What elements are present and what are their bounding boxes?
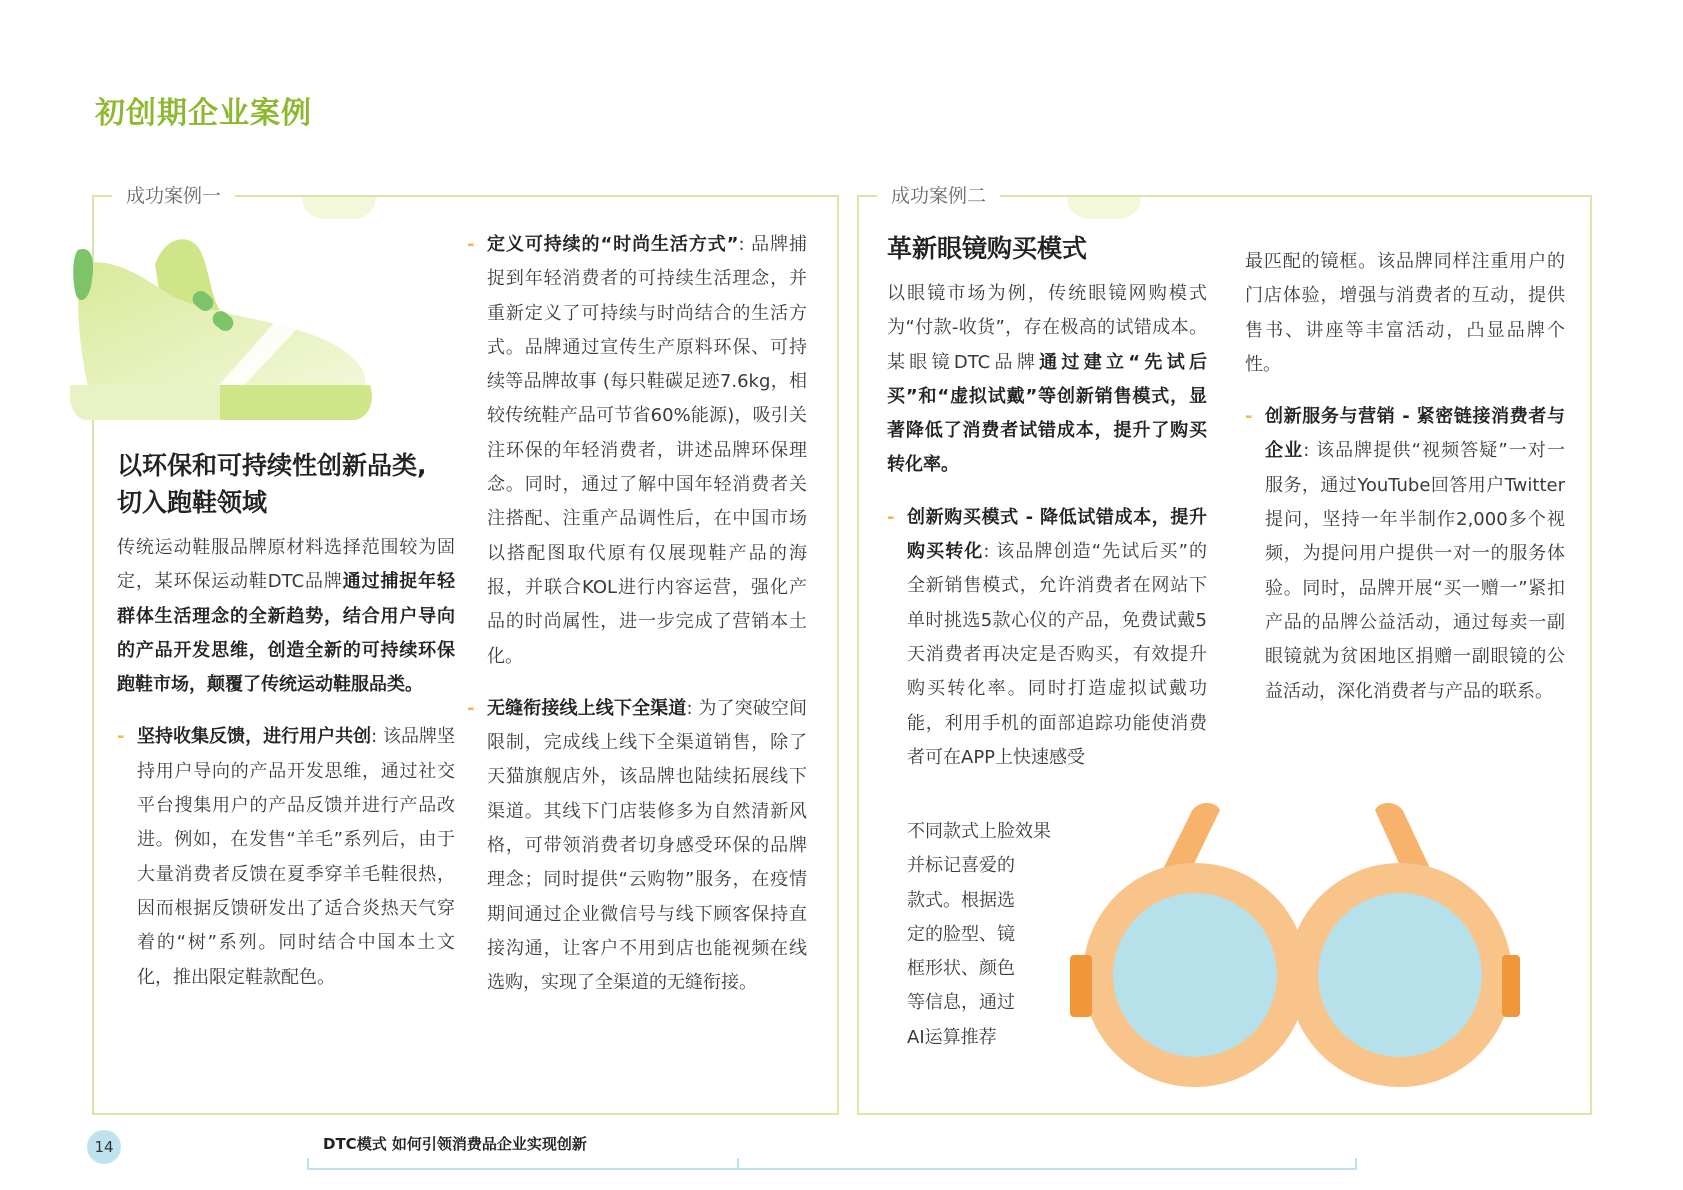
case2-label: 成功案例二 — [877, 185, 1000, 207]
case1-bullet-2 — [467, 228, 807, 674]
case1-bullet-3-title: 无缝衔接线上线下全渠道 — [487, 697, 687, 719]
glasses-left-lens — [1113, 893, 1277, 1057]
case2-wrap-line-6: 等信息，通过 — [907, 992, 1015, 1014]
case2-wrap-line-3: 款式。根据选 — [907, 889, 1015, 911]
case1-intro — [117, 531, 455, 702]
case2-bullet-1 — [887, 501, 1207, 775]
case1-bullet-2-text: : 品牌捕捉到年轻消费者的可持续生活理念，并重新定义了可持续与时尚结合的生活方式。品牌通过宣传生产原料环保、可持续等品牌故事 (每只鞋碳足迹7.6kg，相较传统鞋产品可节省60%能源)，吸引关注环保的年轻消费者，讲述品牌环保理念。同时，通过了解中国年轻消费者关注搭配、注重产品调性后，在中国市场以搭配图取代原有仅展现鞋产品的海报，并联合KOL进行内容运营，强化产品的时尚属性，进一步完成了营销本土化。 — [487, 234, 807, 667]
case2-wrap-line-1: 不同款式上脸效果 — [907, 821, 1051, 842]
case1-bullet-3-text: : 为了突破空间限制，完成线上线下全渠道销售，除了天猫旗舰店外，该品牌也陆续拓展线下渠道。其线下门店装修多为自然清新风格，可带领消费者切身感受环保的品牌理念；同时提供“云购物”服务，在疫情期间通过企业微信号与线下顾客保持直接沟通，让客户不用到店也能视频在线选购，实现了全渠道的无缝衔接。 — [487, 697, 808, 994]
case1-bullet-1 — [117, 720, 455, 994]
case1-bullet-3 — [467, 692, 807, 1001]
footer-rule-tick — [737, 1158, 739, 1170]
case2-bullet-1-continued — [907, 815, 1057, 1055]
case1-column-2 — [467, 228, 807, 1001]
case2-bullet-2 — [1245, 400, 1565, 709]
case2-bullet-2-text: : 该品牌提供“视频答疑”一对一服务，通过YouTube回答用户Twitter提问，坚持一年半制作2,000多个视频，为提问用户提供一对一的服务体验。同时，品牌开展“买一赠一”紧扣产品的品牌公益活动，通过每卖一副眼镜就为贫困地区捐赠一副眼镜的公益活动，深化消费者与产品的联系。 — [1265, 440, 1566, 702]
case2-intro-plain: 以眼镜市场为例，传统眼镜网购模式为“付款-收货”，存在极高的试错成本。某眼镜DTC品牌 — [887, 283, 1207, 373]
case1-intro-plain: 传统运动鞋服品牌原材料选择范围较为固定，某环保运动鞋DTC品牌 — [117, 537, 455, 593]
case2-wrap-line-4: 定的脸型、镜 — [907, 923, 1015, 945]
footer-rule — [307, 1158, 1357, 1170]
case2-wrap-line-5: 框形状、颜色 — [907, 958, 1015, 980]
case2-column-1 — [887, 230, 1207, 775]
sneaker-sole-front — [220, 385, 372, 420]
case2-intro — [887, 277, 1207, 483]
case1-heading-line1: 以环保和可持续性创新品类, — [117, 451, 427, 480]
case2-column-2 — [1245, 245, 1565, 709]
case2-bullet-1-title: 创新购买模式 - 降低试错成本，提升购买转化 — [907, 506, 1207, 563]
page-number-badge: 14 — [87, 1130, 121, 1164]
case2-bullet-1-text: : 该品牌创造“先试后买”的全新销售模式，允许消费者在网站下单时挑选5款心仪的产品，免费试戴5天消费者再决定是否购买，有效提升购买转化率。同时打造虚拟试戴功能，利用手机的面部追踪功能使消费者可在APP上快速感受 — [907, 541, 1207, 768]
case1-heading — [117, 447, 455, 521]
case1-label: 成功案例一 — [112, 185, 235, 207]
glasses-right-lens — [1318, 893, 1482, 1057]
case1-bullet-1-title: 坚持收集反馈，进行用户共创 — [137, 726, 372, 748]
case1-decor-half-circle — [302, 197, 376, 219]
case2-wrap-line-7: AI运算推荐 — [907, 1026, 997, 1048]
case2-heading: 革新眼镜购买模式 — [887, 234, 1088, 263]
case2-intro-bold: 通过建立“先试后买”和“虚拟试戴”等创新销售模式，显著降低了消费者试错成本，提升了购买转化率。 — [887, 351, 1207, 476]
case1-bullet-1-text: : 该品牌坚持用户导向的产品开发思维，通过社交平台搜集用户的产品反馈并进行产品改进。例如，在发售“羊毛”系列后，由于大量消费者反馈在夏季穿羊毛鞋很热，因而根据反馈研发出了适合炎热天气穿着的“树”系列。同时结合中国本土文化，推出限定鞋款配色。 — [137, 726, 455, 988]
case2-col2-para: 最匹配的镜框。该品牌同样注重用户的门店体验，增强与消费者的互动，提供售书、讲座等丰富活动，凸显品牌个性。 — [1245, 251, 1565, 375]
case1-bullet-2-title: 定义可持续的“时尚生活方式” — [487, 234, 739, 255]
case1-heading-line2: 切入跑鞋领域 — [117, 488, 268, 517]
footer-title: DTC模式 如何引领消费品企业实现创新 — [323, 1135, 587, 1153]
glasses-icon — [1070, 795, 1520, 1095]
case2-decor-half-circle — [1067, 197, 1141, 219]
case1-column-1 — [117, 447, 455, 995]
page-title: 初创期企业案例 — [95, 96, 312, 131]
glasses-right-hinge — [1502, 955, 1520, 1017]
sneaker-icon — [70, 225, 380, 430]
case2-bullet-2-title: 创新服务与营销 - 紧密链接消费者与企业 — [1265, 406, 1565, 462]
case2-wrap-line-2: 并标记喜爱的 — [907, 855, 1015, 877]
case1-intro-bold: 通过捕捉年轻群体生活理念的全新趋势，结合用户导向的产品开发思维，创造全新的可持续环保跑鞋市场，颠覆了传统运动鞋服品类。 — [117, 571, 456, 696]
glasses-left-hinge — [1070, 955, 1092, 1017]
